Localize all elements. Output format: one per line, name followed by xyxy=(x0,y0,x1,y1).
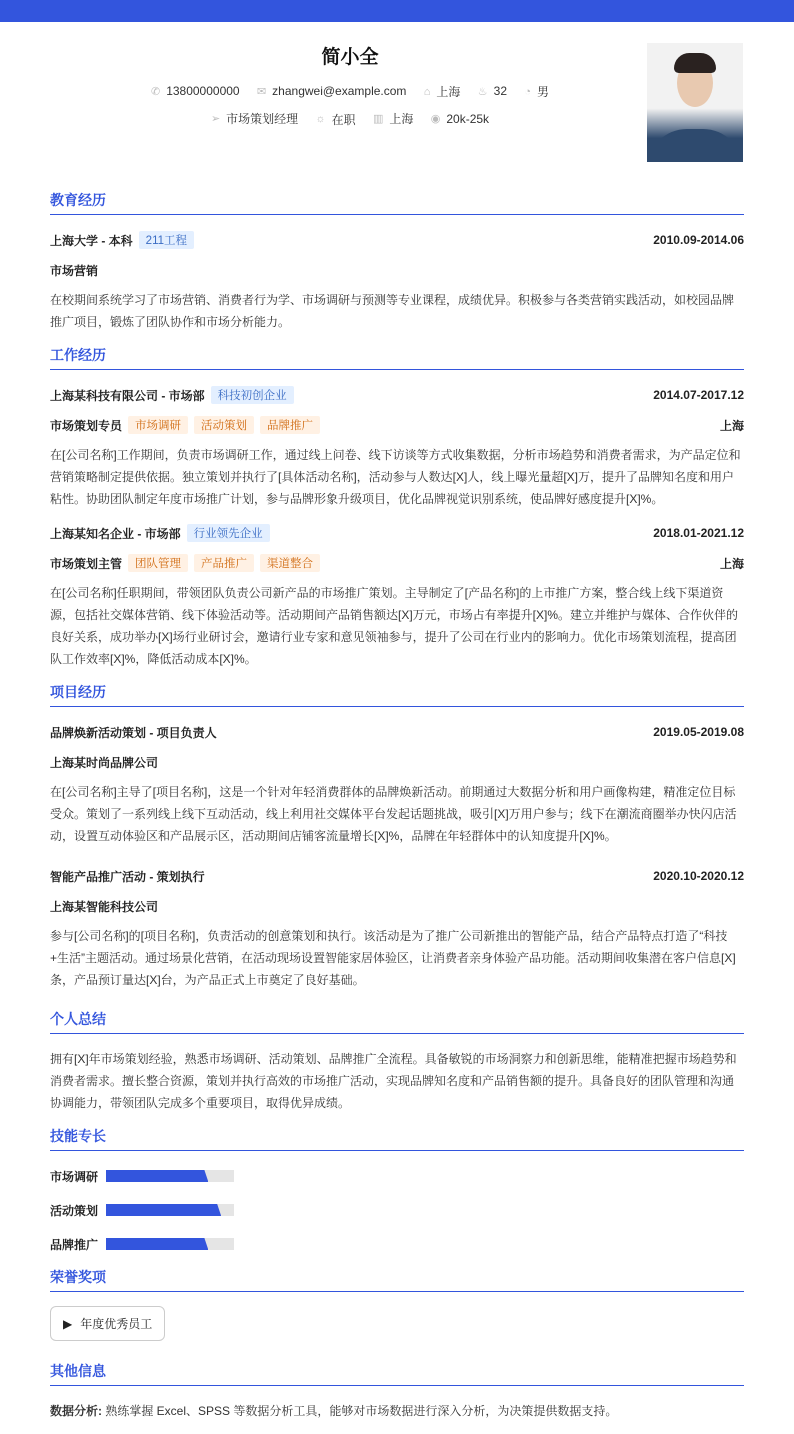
top-accent-bar xyxy=(0,0,794,22)
project-item xyxy=(50,865,744,991)
work-item xyxy=(50,384,744,510)
company-tag: 科技初创企业 xyxy=(211,386,294,404)
salary-icon: ◉ xyxy=(430,113,441,125)
school-tag: 211工程 xyxy=(139,231,194,249)
project-company: 上海某智能科技公司 xyxy=(50,899,159,914)
phone-icon: ✆ xyxy=(150,85,161,98)
project-desc: 在[公司名称]主导了[项目名称]，这是一个针对年轻消费群体的品牌焕新活动。前期通过大数据分析和用户画像构建，精准定位目标受众。策划了一系列线上线下互动活动，线上利用社交媒体平台发起话题挑战，吸引[X]万用户参与；线下在潮流商圈举办快闪店活动，设置互动体验区和产品展示区，活动期间店铺客流量增长[X]%，品牌在年轻群体中的认知度提升[X]%。 xyxy=(50,785,737,843)
work-desc: 在[公司名称]工作期间，负责市场调研工作，通过线上问卷、线下访谈等方式收集数据，分析市场趋势和消费者需求，为产品定位和营销策略制定提供依据。独立策划并执行了[具体活动名称]，活动参与人数达[X]人，线上曝光量超[X]万，提升了品牌知名度和用户粘性。协助团队制定年度市场推广计划，参与品牌形象升级项目，优化品牌视觉识别系统，使品牌好感度提升[X]%。 xyxy=(50,448,741,506)
skill-bar-fill xyxy=(106,1170,208,1182)
section-title-projects: 项目经历 xyxy=(50,682,744,707)
contact-row xyxy=(0,83,700,100)
skill-tag: 团队管理 xyxy=(128,554,188,572)
other-label: 数据分析: xyxy=(50,1404,102,1418)
section-title-education: 教育经历 xyxy=(50,190,744,215)
job-row xyxy=(0,110,700,128)
skill-bar-fill xyxy=(106,1204,221,1216)
cake-icon: ♨ xyxy=(477,85,488,98)
resume-content xyxy=(50,190,744,1434)
email: zhangwei@example.com xyxy=(272,84,407,98)
skill-tag: 市场调研 xyxy=(128,416,188,434)
section-title-other: 其他信息 xyxy=(50,1361,744,1386)
position: 市场策划经理 xyxy=(226,112,299,126)
work-date: 2014.07-2017.12 xyxy=(653,388,744,402)
send-icon: ➢ xyxy=(210,113,221,125)
city: 上海 xyxy=(436,85,461,99)
project-item xyxy=(50,721,744,847)
gender-icon: ◔ xyxy=(524,85,532,98)
role: 市场策划专员 xyxy=(50,418,123,433)
skill-name: 活动策划 xyxy=(50,1203,99,1218)
role: 市场策划主管 xyxy=(50,556,123,571)
section-title-summary: 个人总结 xyxy=(50,1009,744,1034)
project-date: 2020.10-2020.12 xyxy=(653,869,744,883)
work-city: 上海 xyxy=(719,418,744,433)
skill-tag: 产品推广 xyxy=(194,554,254,572)
section-title-awards: 荣誉奖项 xyxy=(50,1267,744,1292)
edu-date: 2010.09-2014.06 xyxy=(653,233,744,247)
skill-tag: 品牌推广 xyxy=(260,416,320,434)
company-tag: 行业领先企业 xyxy=(187,524,270,542)
home-icon: ⌂ xyxy=(423,85,431,98)
skill-name: 品牌推广 xyxy=(50,1237,99,1252)
status-icon: ☼ xyxy=(315,113,326,125)
caret-right-icon: ▶ xyxy=(63,1316,73,1331)
skill-tag: 活动策划 xyxy=(194,416,254,434)
building-icon: ▥ xyxy=(372,113,384,125)
major: 市场营销 xyxy=(50,263,99,278)
company: 上海某科技有限公司 - 市场部 xyxy=(50,388,205,403)
summary-text: 拥有[X]年市场策划经验，熟悉市场调研、活动策划、品牌推广全流程。具备敏锐的市场洞察力和创新思维，能精准把握市场趋势和消费者需求。擅长整合资源，策划并执行高效的市场推广活动，实现品牌知名度和产品销售额的提升。具备良好的团队管理和沟通协调能力，带领团队完成多个重要项目，取得优异成绩。 xyxy=(50,1052,737,1110)
phone: 13800000000 xyxy=(166,84,240,98)
project-date: 2019.05-2019.08 xyxy=(653,725,744,739)
skill-item xyxy=(50,1165,403,1187)
skill-name: 市场调研 xyxy=(50,1169,99,1184)
other-text: 熟练掌握 Excel、SPSS 等数据分析工具，能够对市场数据进行深入分析，为决策提供数据支持。 xyxy=(105,1404,618,1418)
section-title-skills: 技能专长 xyxy=(50,1126,744,1151)
skill-bar xyxy=(106,1170,234,1182)
work-city: 上海 xyxy=(389,112,414,126)
project-name: 智能产品推广活动 - 策划执行 xyxy=(50,869,205,884)
age: 32 xyxy=(493,84,508,98)
project-company: 上海某时尚品牌公司 xyxy=(50,755,159,770)
status: 在职 xyxy=(331,112,356,127)
gender: 男 xyxy=(537,85,550,99)
skill-bar xyxy=(106,1238,234,1250)
school: 上海大学 - 本科 xyxy=(50,233,133,248)
work-item xyxy=(50,522,744,670)
candidate-name: 简小全 xyxy=(321,47,379,68)
project-desc: 参与[公司名称]的[项目名称]，负责活动的创意策划和执行。该活动是为了推广公司新推出的智能产品，结合产品特点打造了“科技+生活”主题活动。通过场景化营销，在活动现场设置智能家居体验区，让消费者亲身体验产品功能。活动期间收集潜在客户信息[X]条，产品预订量达[X]台，为产品正式上市奠定了良好基础。 xyxy=(50,929,736,987)
salary: 20k-25k xyxy=(446,111,490,126)
project-name: 品牌焕新活动策划 - 项目负责人 xyxy=(50,725,217,740)
skill-tag: 渠道整合 xyxy=(260,554,320,572)
work-desc: 在[公司名称]任职期间，带领团队负责公司新产品的市场推广策划。主导制定了[产品名称]的上市推广方案，整合线上线下渠道资源，包括社交媒体营销、线下体验活动等。活动期间产品销售额达[X]万元，市场占有率提升[X]%。建立并维护与媒体、合作伙伴的良好关系，成功举办[X]场行业研讨会，邀请行业专家和意见领袖参与，提升了公司在行业内的影响力。优化市场策划流程，提高团队工作效率[X]%，降低活动成本[X]%。 xyxy=(50,586,739,666)
email-icon: ✉ xyxy=(256,85,267,98)
skill-bar xyxy=(106,1204,234,1216)
company: 上海某知名企业 - 市场部 xyxy=(50,526,181,541)
skill-bar-fill xyxy=(106,1238,208,1250)
edu-desc: 在校期间系统学习了市场营销、消费者行为学、市场调研与预测等专业课程，成绩优异。积极参与各类营销实践活动，如校园品牌推广项目，锻炼了团队协作和市场分析能力。 xyxy=(50,293,735,329)
skill-item xyxy=(50,1199,403,1221)
resume-header xyxy=(0,22,794,172)
work-date: 2018.01-2021.12 xyxy=(653,526,744,540)
profile-photo xyxy=(647,43,743,162)
section-title-work: 工作经历 xyxy=(50,345,744,370)
award-item[interactable] xyxy=(50,1306,165,1341)
skill-item xyxy=(50,1233,403,1255)
award-label: 年度优秀员工 xyxy=(80,1317,153,1331)
work-city: 上海 xyxy=(719,556,744,571)
